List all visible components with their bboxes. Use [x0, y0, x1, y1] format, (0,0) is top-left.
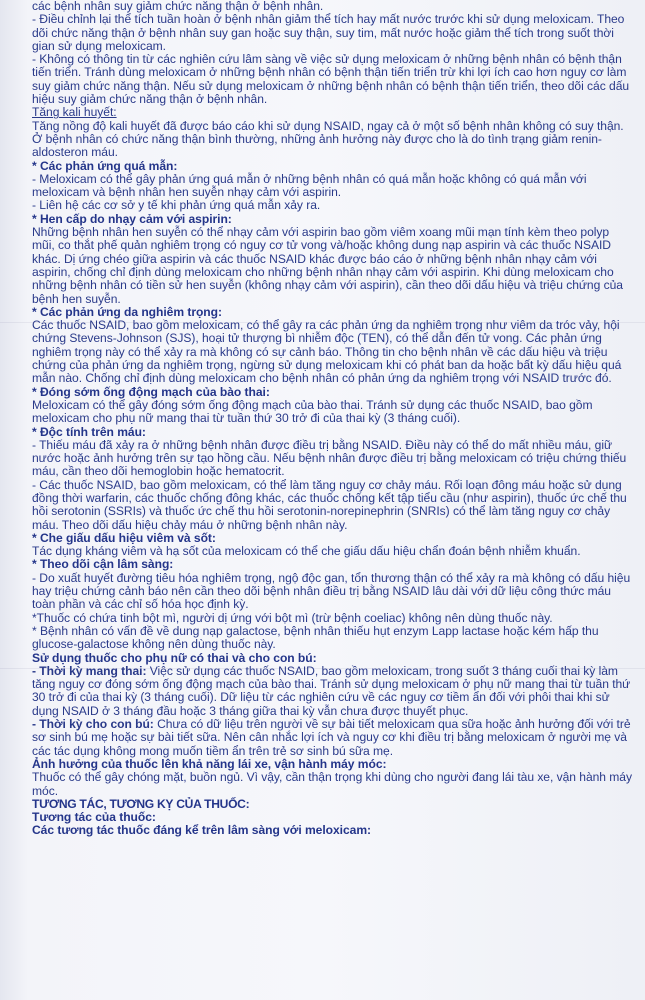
paragraph: Các thuốc NSAID, bao gồm meloxicam, có thể gây ra các phản ứng da nghiêm trọng như viêm da tróc vảy, hội chứng Stevens-Johnson (SJS), hoại tử thượng bì nhiễm độc (TEN), có thể dẫn đến tử vong. Các phản ứng nghiêm trọng này có thể xảy ra mà không có sự cảnh báo. Thông tin cho bệnh nhân về các dấu hiệu và triệu chứng của phản ứng da nghiêm trọng, ngừng sử dụng meloxicam khi có phát ban da hoặc bất kỳ dấu hiệu quá mẫn nào. Chống chỉ định dùng meloxicam cho bệnh nhân có phản ứng da nghiêm trọng với NSAID trước đó.: [32, 318, 622, 386]
paragraph: - Meloxicam có thể gây phản ứng quá mẫn ở những bệnh nhân có quá mẫn hoặc không có quá mẫn với meloxicam và bệnh nhân hen suyễn nhạy cảm với aspirin.: [32, 171, 587, 200]
paragraph: Tăng nồng độ kali huyết đã được báo cáo khi sử dụng NSAID, ngay cả ở một số bệnh nhân không có suy thận. Ở bệnh nhân có chức năng thận bình thường, những ảnh hưởng này được cho là do tình trạng giảm renin-aldosteron máu.: [32, 118, 624, 160]
leaflet-text: [32, 0, 632, 838]
paragraph: - Không có thông tin từ các nghiên cứu lâm sàng về việc sử dụng meloxicam ở những bệnh nhân có bệnh thận tiến triển. Tránh dùng meloxicam ở những bệnh nhân có bệnh thận tiến triển trừ khi lợi ích cao hơn nguy cơ làm suy giảm chức năng thận. Nếu sử dụng meloxicam ở những bệnh nhân có bệnh thận tiến triển, theo dõi các dấu hiệu suy giảm chức năng thận ở bệnh nhân.: [32, 52, 630, 107]
section-heading: * Che giấu dấu hiệu viêm và sốt:: [32, 530, 216, 545]
paragraph: - Liên hệ các cơ sở y tế khi phản ứng quá mẫn xảy ra.: [32, 198, 321, 213]
paragraph: [32, 665, 632, 718]
paragraph: Meloxicam có thể gây đóng sớm ống động mạch của bào thai. Tránh sử dụng các thuốc NSAID, bao gồm meloxicam cho phụ nữ mang thai từ tuần thứ 30 trở đi của thai kỳ (3 tháng cuối).: [32, 397, 593, 426]
section-heading: * Các phản ứng quá mẫn:: [32, 158, 178, 173]
paragraph: Tác dụng kháng viêm và hạ sốt của meloxicam có thể che giấu dấu hiệu chẩn đoán bệnh nhiễm khuẩn.: [32, 544, 581, 559]
chapter-heading: TƯƠNG TÁC, TƯƠNG KỴ CỦA THUỐC:: [32, 796, 250, 811]
section-heading: Sử dụng thuốc cho phụ nữ có thai và cho con bú:: [32, 650, 317, 665]
paper-fold: [0, 322, 645, 323]
section-heading: * Các phản ứng da nghiêm trọng:: [32, 304, 222, 319]
paragraph: - Thiếu máu đã xảy ra ở những bệnh nhân được điều trị bằng NSAID. Điều này có thể do mất nhiều máu, giữ nước hoặc ảnh hưởng trên sự tạo hồng cầu. Nếu bệnh nhân được điều trị bằng meloxicam có triệu chứng thiếu máu, cần theo dõi hemoglobin hoặc hematocrit.: [32, 437, 627, 479]
section-heading: * Độc tính trên máu:: [32, 424, 146, 439]
paragraph-body: Chưa có dữ liệu trên người về sự bài tiết meloxicam qua sữa hoặc ảnh hưởng đối với trẻ sơ sinh bú mẹ hoặc sự bài tiết sữa. Nên cân nhắc lợi ích và nguy cơ khi điều trị bằng meloxicam ở người mẹ và các tác dụng không mong muốn tiềm ẩn trên trẻ sơ sinh bú sữa mẹ.: [32, 717, 631, 758]
paragraph: - Điều chỉnh lại thể tích tuần hoàn ở bệnh nhân giảm thể tích hay mất nước trước khi sử dụng meloxicam. Theo dõi chức năng thận ở bệnh nhân suy gan hoặc suy thận, suy tim, mất nước hoặc giảm thể tích trong suốt thời gian sử dụng meloxicam.: [32, 12, 625, 53]
section-heading: * Theo dõi cận lâm sàng:: [32, 557, 174, 572]
paragraph: các bệnh nhân suy giảm chức năng thận ở bệnh nhân.: [32, 0, 324, 13]
paragraph: * Bệnh nhân có vấn đề về dung nạp galactose, bệnh nhân thiếu hụt enzym Lapp lactase hoặc kém hấp thu glucose-galactose không nên dùng thuốc này.: [32, 623, 599, 652]
paragraph-lead: - Thời kỳ mang thai:: [32, 663, 147, 678]
section-heading: * Hen cấp do nhạy cảm với aspirin:: [32, 211, 232, 226]
paragraph: - Do xuất huyết đường tiêu hóa nghiêm trọng, ngộ độc gan, tổn thương thận có thể xảy ra mà không có dấu hiệu hay triệu chứng cảnh báo nên cần theo dõi bệnh nhân điều trị bằng NSAID lâu dài với dữ liệu công thức máu toàn phần và các chỉ số hóa học định kỳ.: [32, 570, 631, 612]
paragraph-body: Việc sử dụng các thuốc NSAID, bao gồm meloxicam, trong suốt 3 tháng cuối thai kỳ làm tăng nguy cơ đóng sớm ống động mạch của bào thai. Tránh sử dụng meloxicam ở phụ nữ mang thai từ tuần thứ 30 trở đi của thai kỳ (3 tháng cuối). Dữ liệu từ các nghiên cứu về các nguy cơ tiềm ẩn đối với phôi thai khi sử dụng NSAID ở 3 tháng đầu hoặc 3 tháng giữa thai kỳ vẫn chưa được thuyết phục.: [32, 663, 631, 718]
paragraph: *Thuốc có chứa tinh bột mì, người dị ứng với bột mì (trừ bệnh coeliac) không nên dùng thuốc này.: [32, 610, 553, 625]
section-heading: Các tương tác thuốc đáng kể trên lâm sàng với meloxicam:: [32, 823, 372, 838]
subheading: Tăng kali huyết:: [32, 105, 117, 120]
section-heading: Ảnh hưởng của thuốc lên khả năng lái xe, vận hành máy móc:: [32, 756, 387, 771]
paper-fold: [0, 668, 645, 669]
paragraph: Thuốc có thể gây chóng mặt, buồn ngủ. Vì vậy, cần thận trọng khi dùng cho người đang lái tàu xe, vận hành máy móc.: [32, 770, 632, 798]
paragraph: - Các thuốc NSAID, bao gồm meloxicam, có thể làm tăng nguy cơ chảy máu. Rối loạn đông máu hoặc sử dụng đồng thời warfarin, các thuốc chống đông khác, các thuốc chống kết tập tiểu cầu (như aspirin), thuốc ức chế thu hồi serotonin (SSRIs) và thuốc ức chế thu hồi serotonin-norepinephrin (SNRIs) có thể làm tăng nguy cơ chảy máu. Theo dõi dấu hiệu chảy máu ở những bệnh nhân này.: [32, 477, 627, 532]
paragraph-lead: - Thời kỳ cho con bú:: [32, 717, 154, 732]
paragraph: [32, 718, 632, 758]
paragraph: Những bệnh nhân hen suyễn có thể nhạy cảm với aspirin bao gồm viêm xoang mũi mạn tính kèm theo polyp mũi, co thắt phế quản nghiêm trọng có nguy cơ tử vong và/hoặc không dung nạp aspirin và các thuốc NSAID khác. Dị ứng chéo giữa aspirin và các thuốc NSAID khác được báo cáo ở những bệnh nhân nhạy cảm với aspirin, chống chỉ định dùng meloxicam cho những bệnh nhân nhạy cảm với aspirin. Khi dùng meloxicam cho những bệnh nhân có tiền sử hen suyễn (không nhạy cảm với aspirin), cần theo dõi dấu hiệu và triệu chứng của bệnh hen suyễn.: [32, 225, 623, 306]
section-heading: Tương tác của thuốc:: [32, 810, 156, 825]
section-heading: * Đóng sớm ống động mạch của bào thai:: [32, 384, 270, 399]
